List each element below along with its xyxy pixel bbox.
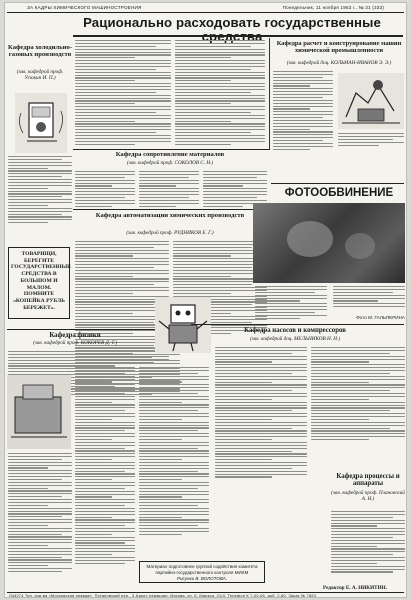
banner-headline: Рационально расходовать государственные xyxy=(83,15,381,30)
editor-line: Редактор Е. А. НИКИТИН. xyxy=(323,585,387,591)
article-byline-raschet: (зав. кафедрой доц. КОЛЬМАН-ИВАНОВ Э. Э.) xyxy=(286,60,392,66)
article-body-sopromat-col1 xyxy=(75,171,135,208)
article-title-fizika: Кафедра физики xyxy=(49,332,101,339)
article-body-center-left xyxy=(75,367,135,565)
material-note-credit: Рисунки В. ВОЛОТОВА. xyxy=(177,576,227,581)
article-body-processy xyxy=(331,511,405,574)
article-body-sopromat-col2 xyxy=(139,171,199,208)
article-title-processy: Кафедра процессы и аппараты xyxy=(336,473,400,488)
article-title-avtomat: Кафедра автоматизации химических производств xyxy=(95,212,245,219)
banner-body-col1 xyxy=(75,40,171,146)
avtomat-top-rule xyxy=(73,209,269,210)
article-body-bottom-left xyxy=(8,453,72,574)
sopromat-top-rule xyxy=(73,149,269,150)
article-byline-nasosy: (зав. кафедрой доц. МЕЛЬНИКОВ Н. Н.) xyxy=(249,336,341,342)
article-body-center-right xyxy=(139,367,209,537)
cartoon-robot xyxy=(155,297,211,353)
article-title-nasosy: Кафедра насосов и компрессоров xyxy=(244,327,346,334)
article-byline-fizika: (зав. кафедрой проф. КОКОРЕВ Д. Т.) xyxy=(33,340,117,346)
article-title-raschet: Кафедра расчет и конструирование машин химической промышленности xyxy=(276,40,402,54)
photo-bottom-left xyxy=(7,375,71,449)
imprint-line: Л44274 Тип. изд-ва «Московская правда», Потаповский пер., 3 Адрес редакции: Москва, ул. К. Маркса, 21/4. Телефон К 7-00-06, доб. 2-80. Заказ № 7820. xyxy=(9,593,318,598)
article-title-sopromat: Кафедра сопротивление материалов xyxy=(115,151,225,158)
material-note-box xyxy=(139,561,265,583)
article-byline-holod: (зав. кафедрой проф. Усюкин И. П.) xyxy=(16,69,64,81)
newspaper-page xyxy=(4,2,407,598)
photo-evidence xyxy=(253,203,405,283)
photo-caption-col1 xyxy=(255,286,327,321)
banner-body-col2 xyxy=(175,40,265,146)
article-byline-avtomat: (зав. кафедрой проф. РУДНИКОВ Е. Г.) xyxy=(126,230,214,236)
article-body-nasosy-col2 xyxy=(311,347,405,442)
masthead-right: Понедельник, 11 ноября 1963 г., № 31 (333) xyxy=(282,5,384,10)
article-byline-processy: (зав. кафедрой проф. Плановский А. Н.) xyxy=(331,490,405,502)
article-title-holod: Кафедра холодильно-газовых производств xyxy=(8,44,73,58)
article-body-raschet-col1 xyxy=(273,71,333,152)
nasosy-top-rule xyxy=(191,324,404,325)
column-divider xyxy=(269,38,270,150)
masthead-rule xyxy=(7,12,404,13)
slogan-box xyxy=(8,247,70,319)
photo-caption-col2 xyxy=(333,286,405,309)
article-body-holod xyxy=(8,156,72,225)
raschet-bottom-rule xyxy=(271,183,404,184)
article-body-nasosy-col1 xyxy=(215,347,307,479)
photo-section-title: ФОТООБВИНЕНИЕ xyxy=(284,187,394,199)
article-body-raschet-col2 xyxy=(338,133,404,147)
cartoon-raschet xyxy=(338,73,404,129)
banner-rule xyxy=(73,35,403,37)
material-note-text: Материал подготовлен группой содействия комитета партийно-государственного контроля МИХМ xyxy=(146,564,258,575)
article-byline-sopromat: (зав. кафедрой проф. СОКОЛОВ С. Н.) xyxy=(126,160,214,166)
photo-signature: Фото М. ГАЛЬПЕРИНА xyxy=(356,315,405,320)
slogan-text: ТОВАРИЩИ, БЕРЕГИТЕ ГОСУДАРСТВЕННЫЕ СРЕДСТВА В БОЛЬШОМ И МАЛОМ. ПОМНИТЕ «КОПЕЙКА РУБЛЬ БЕРЕЖЕТ». xyxy=(11,251,71,311)
masthead-left: ЗА КАДРЫ ХИМИЧЕСКОГО МАШИНОСТРОЕНИЯ xyxy=(27,5,142,10)
cartoon-holod xyxy=(15,93,67,153)
